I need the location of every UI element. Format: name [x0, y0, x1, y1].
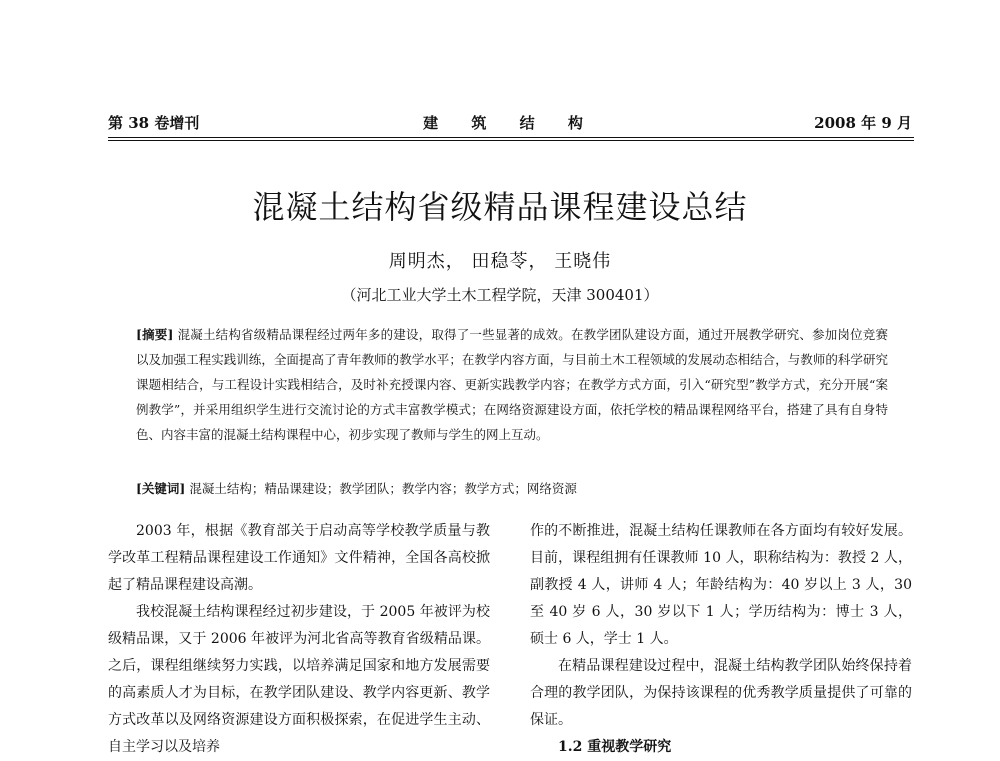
- keywords: [136, 478, 888, 500]
- author-affiliation: （河北工业大学土木工程学院，天津 300401）: [341, 286, 659, 304]
- abstract: [136, 322, 888, 447]
- journal-name: 建 筑 结 构: [423, 114, 597, 132]
- journal-volume: 第 38 卷增刊: [108, 114, 200, 132]
- body-column-left: [108, 518, 490, 761]
- running-header: [108, 112, 912, 136]
- paper-title: 混凝土结构省级精品课程建设总结: [252, 188, 748, 226]
- section-heading: 1.2 重视教学研究: [558, 739, 672, 755]
- body-paragraph: 2003 年，根据《教育部关于启动高等学校教学质量与教学改革工程精品课程建设工作通知》文件精神，全国各高校掀起了精品课程建设高潮。: [108, 523, 490, 593]
- header-rule-top: [108, 137, 914, 138]
- abstract-text: 混凝土结构省级精品课程经过两年多的建设，取得了一些显著的成效。在教学团队建设方面，通过开展教学研究、参加岗位竞赛以及加强工程实践训练，全面提高了青年教师的教学水平；在教学内容方面，与目前土木工程领域的发展动态相结合，与教师的科学研究课题相结合，与工程设计实践相结合，及时补充授课内容、更新实践教学内容；在教学方式方面，引入“研究型”教学方式，充分开展“案例教学”，并采用组织学生进行交流讨论的方式丰富教学模式；在网络资源建设方面，依托学校的精品课程网络平台，搭建了具有自身特色、内容丰富的混凝土结构课程中心，初步实现了教师与学生的网上互动。: [136, 327, 888, 442]
- keywords-text: 混凝土结构；精品课建设；教学团队；教学内容；教学方式；网络资源: [189, 481, 577, 496]
- header-rule-bottom: [108, 140, 914, 141]
- body-paragraph: 我校混凝土结构课程经过初步建设，于 2005 年被评为校级精品课，又于 2006 年被评为河北省高等教育省级精品课。之后，课程组继续努力实践，以培养满足国家和地方发展需要的高素质人才为目标，在教学团队建设、教学内容更新、教学方式改革以及网络资源建设方面积极探索，在促进学生主动、自主学习以及培养: [108, 604, 490, 755]
- keywords-label: [关键词]: [136, 481, 186, 496]
- body-column-right: [530, 518, 912, 761]
- abstract-label: [摘要]: [136, 327, 174, 342]
- body-paragraph: 在精品课程建设过程中，混凝土结构教学团队始终保持着合理的教学团队，为保持该课程的优秀教学质量提供了可靠的保证。: [530, 658, 912, 728]
- paper-authors: 周明杰， 田稳苓， 王晓伟: [388, 251, 612, 272]
- body-paragraph-continuation: 作的不断推进，混凝土结构任课教师在各方面均有较好发展。目前，课程组拥有任课教师 10 人，职称结构为：教授 2 人，副教授 4 人，讲师 4 人；年龄结构为：40 岁以上 3 人，30 至 40 岁 6 人，30 岁以下 1 人；学历结构为：博士 3 人，硕士 6 人，学士 1 人。: [530, 523, 912, 647]
- issue-date: 2008 年 9 月: [814, 114, 912, 132]
